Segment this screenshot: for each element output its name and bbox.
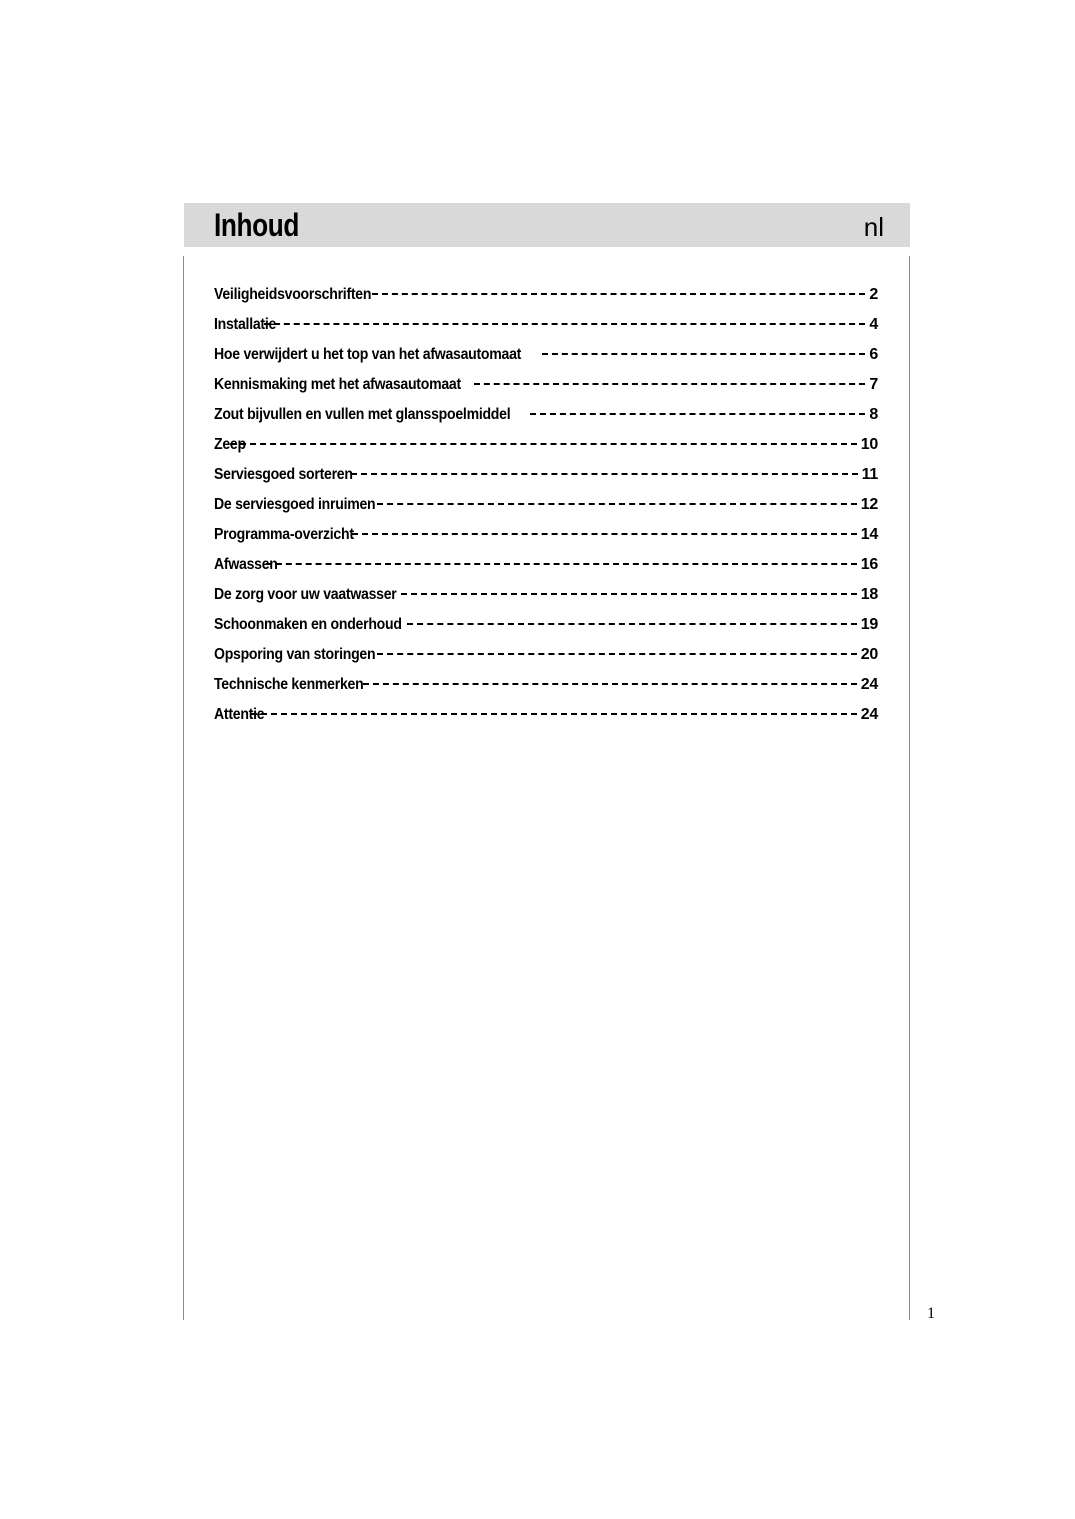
toc-entry-label: Afwassen [214, 556, 278, 573]
toc-entry-page: 19 [860, 616, 878, 633]
table-of-contents [214, 286, 878, 736]
toc-entry-label: Hoe verwijdert u het top van het afwasautomaat [214, 346, 522, 363]
header-bar [184, 203, 910, 247]
page-title: Inhoud [214, 207, 299, 243]
toc-entry-page: 24 [860, 706, 878, 723]
toc-entry-page: 12 [860, 496, 878, 513]
toc-entry[interactable] [214, 526, 878, 556]
toc-entry-label: Kennismaking met het afwasautomaat [214, 376, 461, 393]
toc-entry[interactable] [214, 676, 878, 706]
toc-entry-page: 2 [869, 286, 878, 303]
toc-leader-line [251, 713, 857, 715]
toc-entry-label: Veiligheidsvoorschriften [214, 286, 372, 303]
toc-entry-page: 4 [869, 316, 878, 333]
toc-entry-label: Schoonmaken en onderhoud [214, 616, 402, 633]
toc-entry[interactable] [214, 706, 878, 736]
toc-leader-line [530, 413, 865, 415]
toc-entry-page: 11 [861, 466, 878, 483]
toc-entry-label: Attentie [214, 706, 265, 723]
toc-entry[interactable] [214, 586, 878, 616]
toc-entry-page: 20 [860, 646, 878, 663]
toc-entry-label: De serviesgoed inruimen [214, 496, 376, 513]
toc-leader-line [474, 383, 865, 385]
toc-leader-line [352, 533, 857, 535]
toc-entry-label: Serviesgoed sorteren [214, 466, 353, 483]
toc-entry-label: Zeep [214, 436, 246, 453]
toc-leader-line [351, 473, 858, 475]
toc-leader-line [377, 503, 857, 505]
toc-entry-label: Programma-overzicht [214, 526, 354, 543]
toc-entry[interactable] [214, 346, 878, 376]
toc-entry-page: 10 [860, 436, 878, 453]
toc-entry[interactable] [214, 496, 878, 526]
toc-leader-line [401, 593, 857, 595]
toc-entry[interactable] [214, 616, 878, 646]
toc-entry[interactable] [214, 466, 878, 496]
toc-leader-line [266, 563, 857, 565]
toc-entry-label: Opsporing van storingen [214, 646, 376, 663]
language-code: nl [863, 212, 884, 242]
toc-entry-page: 24 [860, 676, 878, 693]
toc-leader-line [372, 293, 865, 295]
left-margin-rule [183, 256, 184, 1320]
toc-entry-page: 8 [869, 406, 878, 423]
toc-entry[interactable] [214, 556, 878, 586]
toc-entry-label: Zout bijvullen en vullen met glansspoelmiddel [214, 406, 511, 423]
toc-entry-page: 16 [860, 556, 878, 573]
page-number: 1 [927, 1305, 935, 1322]
toc-entry-label: De zorg voor uw vaatwasser [214, 586, 397, 603]
toc-entry[interactable] [214, 286, 878, 316]
toc-entry[interactable] [214, 436, 878, 466]
toc-leader-line [377, 653, 857, 655]
right-margin-rule [909, 256, 910, 1320]
toc-entry-page: 14 [860, 526, 878, 543]
toc-leader-line [264, 323, 865, 325]
toc-leader-line [542, 353, 865, 355]
toc-entry[interactable] [214, 406, 878, 436]
toc-entry-page: 18 [860, 586, 878, 603]
toc-entry-page: 6 [869, 346, 878, 363]
toc-entry-label: Installatie [214, 316, 277, 333]
toc-leader-line [363, 683, 857, 685]
toc-entry[interactable] [214, 646, 878, 676]
toc-entry[interactable] [214, 376, 878, 406]
toc-entry-label: Technische kenmerken [214, 676, 364, 693]
toc-entry[interactable] [214, 316, 878, 346]
toc-entry-page: 7 [869, 376, 878, 393]
toc-leader-line [230, 443, 857, 445]
toc-leader-line [407, 623, 857, 625]
